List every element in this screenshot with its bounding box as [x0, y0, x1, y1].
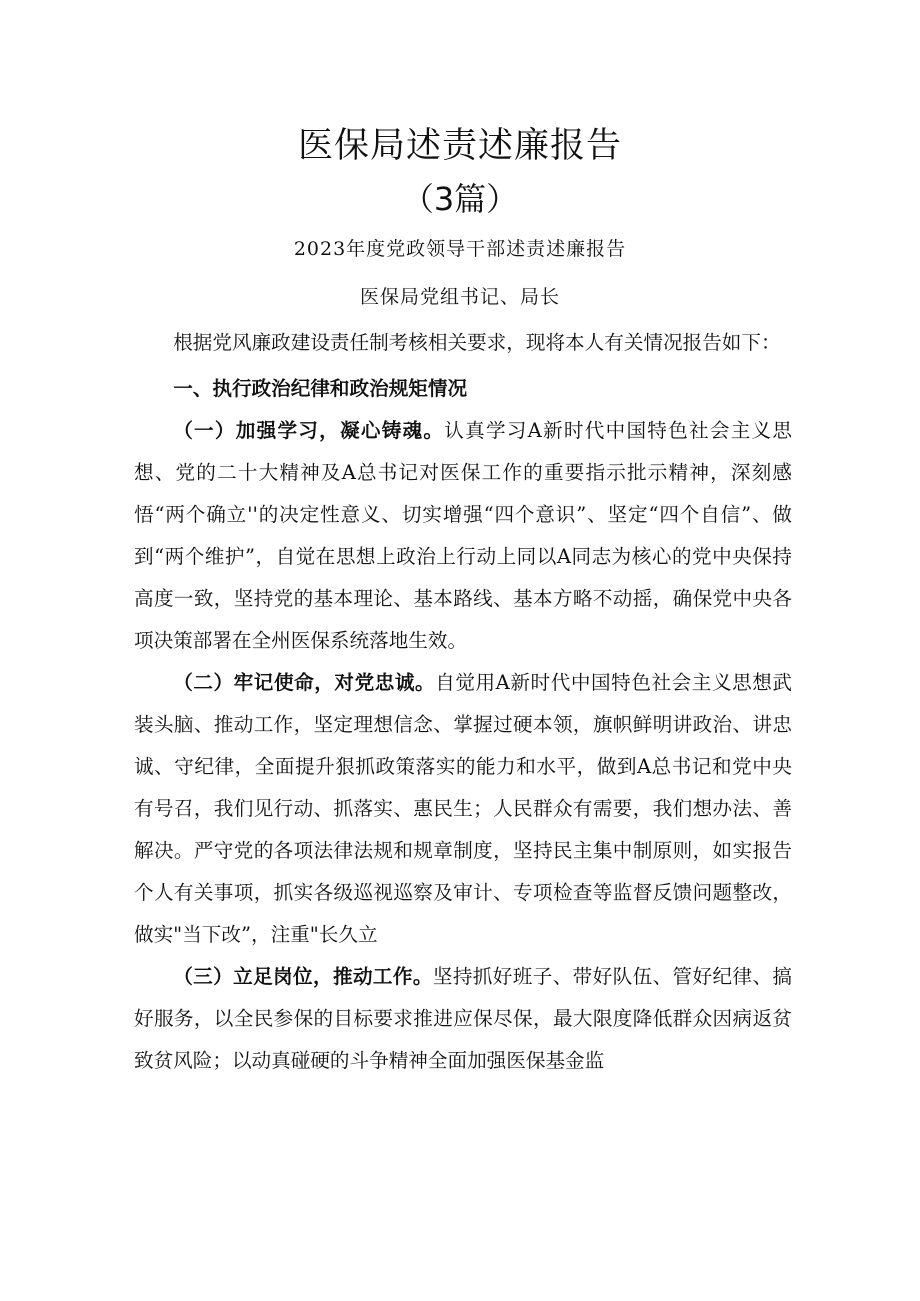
- document-body: [134, 322, 792, 1082]
- document-title: 医保局述责述廉报告: [297, 126, 622, 166]
- intro-paragraph: 根据党风廉政建设责任制考核相关要求，现将本人有关情况报告如下：: [173, 331, 781, 354]
- section-1-heading: 一、执行政治纪律和政治规矩情况: [173, 377, 468, 400]
- section-heading: [134, 368, 792, 410]
- paragraph-text: 认真学习A新时代中国特色社会主义思想、党的二十大精神及A总书记对医保工作的重要指示批示精神，深刻感悟“两个确立''的决定性意义、切实增强“四个意识”、坚定“四个自信”、做到“两个维护”，自觉在思想上政治上行动上同以A同志为核心的党中央保持高度一致，坚持党的基本理论、基本路线、基本方略不动摇，确保党中央各项决策部署在全州医保系统落地生效。: [134, 419, 793, 652]
- paragraph-lead: （三）立足岗位，推动工作。: [173, 965, 433, 988]
- body-paragraph: [134, 956, 792, 1082]
- paragraph-lead: （二）牢记使命，对党忠诚。: [173, 671, 436, 694]
- body-paragraph: [134, 662, 792, 956]
- body-paragraph: [134, 410, 792, 662]
- paragraph-text: 坚持抓好班子、带好队伍、管好纪律、搞好服务，以全民参保的目标要求推进应保尽保，最大限度降低群众因病返贫致贫风险；以动真碰硬的斗争精神全面加强医保基金监: [134, 965, 793, 1072]
- report-author: 医保局党组书记、局长: [359, 286, 560, 308]
- paragraph-lead: （一）加强学习，凝心铸魂。: [173, 419, 445, 442]
- document-subtitle: （3篇）: [401, 180, 519, 218]
- paragraph-text: 自觉用A新时代中国特色社会主义思想武装头脑、推动工作，坚定理想信念、掌握过硬本领，旗帜鲜明讲政治、讲忠诚、守纪律，全面提升狠抓政策落实的能力和水平，做到A总书记和党中央有号召，我们见行动、抓落实、惠民生；人民群众有需要，我们想办法、善解决。严守党的各项法律法规和规章制度，坚持民主集中制原则，如实报告个人有关事项，抓实各级巡视巡察及审计、专项检查等监督反馈问题整改，做实"当下改”，注重"长久立: [134, 671, 793, 946]
- report-title: 2023年度党政领导干部述责述廉报告: [293, 238, 627, 260]
